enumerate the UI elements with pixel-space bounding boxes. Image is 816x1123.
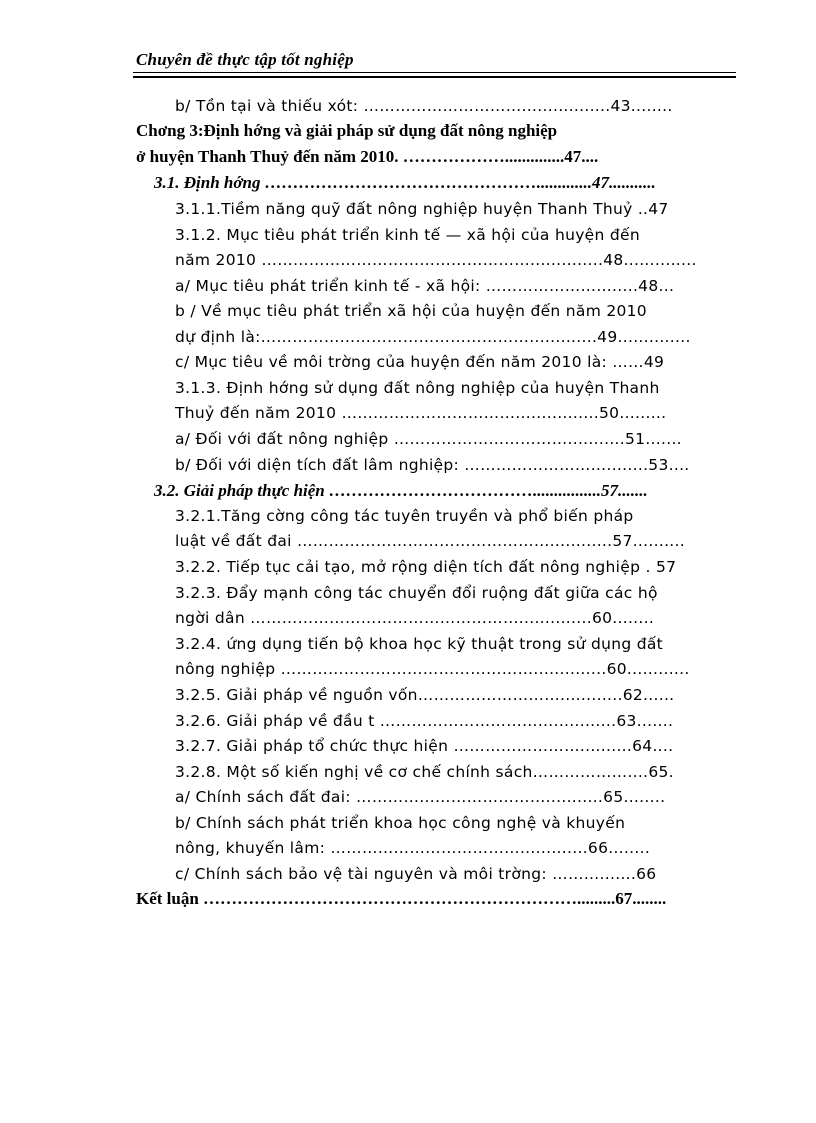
toc-entry-3-1-1[interactable]: 3.1.1.Tiềm năng quỹ đất nông nghiệp huyện Thanh Thuỷ ..47 xyxy=(175,200,669,218)
toc-entry-3-2-6[interactable]: 3.2.6. Giải pháp về đầu t ……………………………............63....... xyxy=(175,712,674,730)
toc-entry-3-2-2[interactable]: 3.2.2. Tiếp tục cải tạo, mở rộng diện tích đất nông nghiệp . 57 xyxy=(175,558,677,576)
toc-section-3-2[interactable]: 3.2. Giải pháp thực hiện ………………………………................57....... xyxy=(154,481,648,500)
toc-chapter-3-title[interactable]: Chơng 3:Định hớng và giải pháp sử dụng đất nông nghiệp xyxy=(136,121,558,140)
toc-chapter-3-title-cont[interactable]: ở huyện Thanh Thuỷ đến năm 2010. ………………..............47.... xyxy=(136,147,599,166)
toc-entry-3-2-5[interactable]: 3.2.5. Giải pháp về nguồn vốn………………………............62...... xyxy=(175,686,675,704)
toc-entry-b-chinh-sach-khcn-cont[interactable]: nông, khuyến lâm: ……………………………….............66........ xyxy=(175,839,651,857)
toc-entry-b-dat-ln[interactable]: b/ Đối với diện tích đất lâm nghiệp: ………………………........53.... xyxy=(175,456,690,474)
toc-entry-a-chinh-sach-dat-dai[interactable]: a/ Chính sách đất đai: ………………………………...........65........ xyxy=(175,788,666,806)
toc-entry-b-muc-tieu-xh-cont[interactable]: dự định là:…………………………………………….............49.............. xyxy=(175,328,691,346)
toc-entry-3-2-7[interactable]: 3.2.7. Giải pháp tổ chức thực hiện ……………………..........64.... xyxy=(175,737,674,755)
toc-entry-3-2-4-cont[interactable]: nông nghiệp …………………………………………..............60............ xyxy=(175,660,690,678)
toc-entry-ton-tai[interactable]: b/ Tồn tại và thiếu xót: ……………………………..............43........ xyxy=(175,97,673,115)
toc-section-3-1[interactable]: 3.1. Định hớng ………………………………………….............47........... xyxy=(154,173,656,192)
toc-entry-3-1-3[interactable]: 3.1.3. Định hớng sử dụng đất nông nghiệp của huyện Thanh xyxy=(175,379,660,397)
toc-ket-luan[interactable]: Kết luận ………………………………………………………….........67........ xyxy=(136,889,667,908)
toc-entry-b-chinh-sach-khcn[interactable]: b/ Chính sách phát triển khoa học công nghệ và khuyến xyxy=(175,814,626,832)
toc-entry-3-1-3-cont[interactable]: Thuỷ đến năm 2010 ……………………………….............50......... xyxy=(175,404,667,422)
toc-entry-3-2-1[interactable]: 3.2.1.Tăng cờng công tác tuyên truyền và phổ biến pháp xyxy=(175,507,634,525)
toc-entry-a-muc-tieu-kt[interactable]: a/ Mục tiêu phát triển kinh tế - xã hội: …………………........48... xyxy=(175,277,675,295)
toc-entry-c-chinh-sach-mt[interactable]: c/ Chính sách bảo vệ tài nguyên và môi trờng: ……….......66 xyxy=(175,865,657,883)
toc-entry-3-1-2[interactable]: 3.1.2. Mục tiêu phát triển kinh tế — xã hội của huyện đến xyxy=(175,226,640,244)
toc-entry-3-2-3[interactable]: 3.2.3. Đẩy mạnh công tác chuyển đổi ruộng đất giữa các hộ xyxy=(175,584,658,602)
toc-entry-3-2-8[interactable]: 3.2.8. Một số kiến nghị về cơ chế chính sách………………....65. xyxy=(175,763,674,781)
toc-entry-3-2-3-cont[interactable]: ngời dân ……………………………………………..............60........ xyxy=(175,609,655,627)
page-header-title: Chuyên đề thực tập tốt nghiệp xyxy=(136,50,354,69)
toc-entry-c-muc-tieu-mt[interactable]: c/ Mục tiêu về môi trờng của huyện đến năm 2010 là: ……49 xyxy=(175,353,665,371)
toc-entry-3-1-2-cont[interactable]: năm 2010 ……………………………………………..............48.............. xyxy=(175,251,697,269)
toc-entry-3-2-4[interactable]: 3.2.4. ứng dụng tiến bộ khoa học kỹ thuật trong sử dụng đất xyxy=(175,635,664,653)
toc-entry-a-dat-nn[interactable]: a/ Đối với đất nông nghiệp ……………………………...........51....... xyxy=(175,430,682,448)
toc-entry-3-2-1-cont[interactable]: luật về đất đai ………………………………………...............57.......... xyxy=(175,532,685,550)
toc-entry-b-muc-tieu-xh[interactable]: b / Về mục tiêu phát triển xã hội của huyện đến năm 2010 xyxy=(175,302,647,320)
